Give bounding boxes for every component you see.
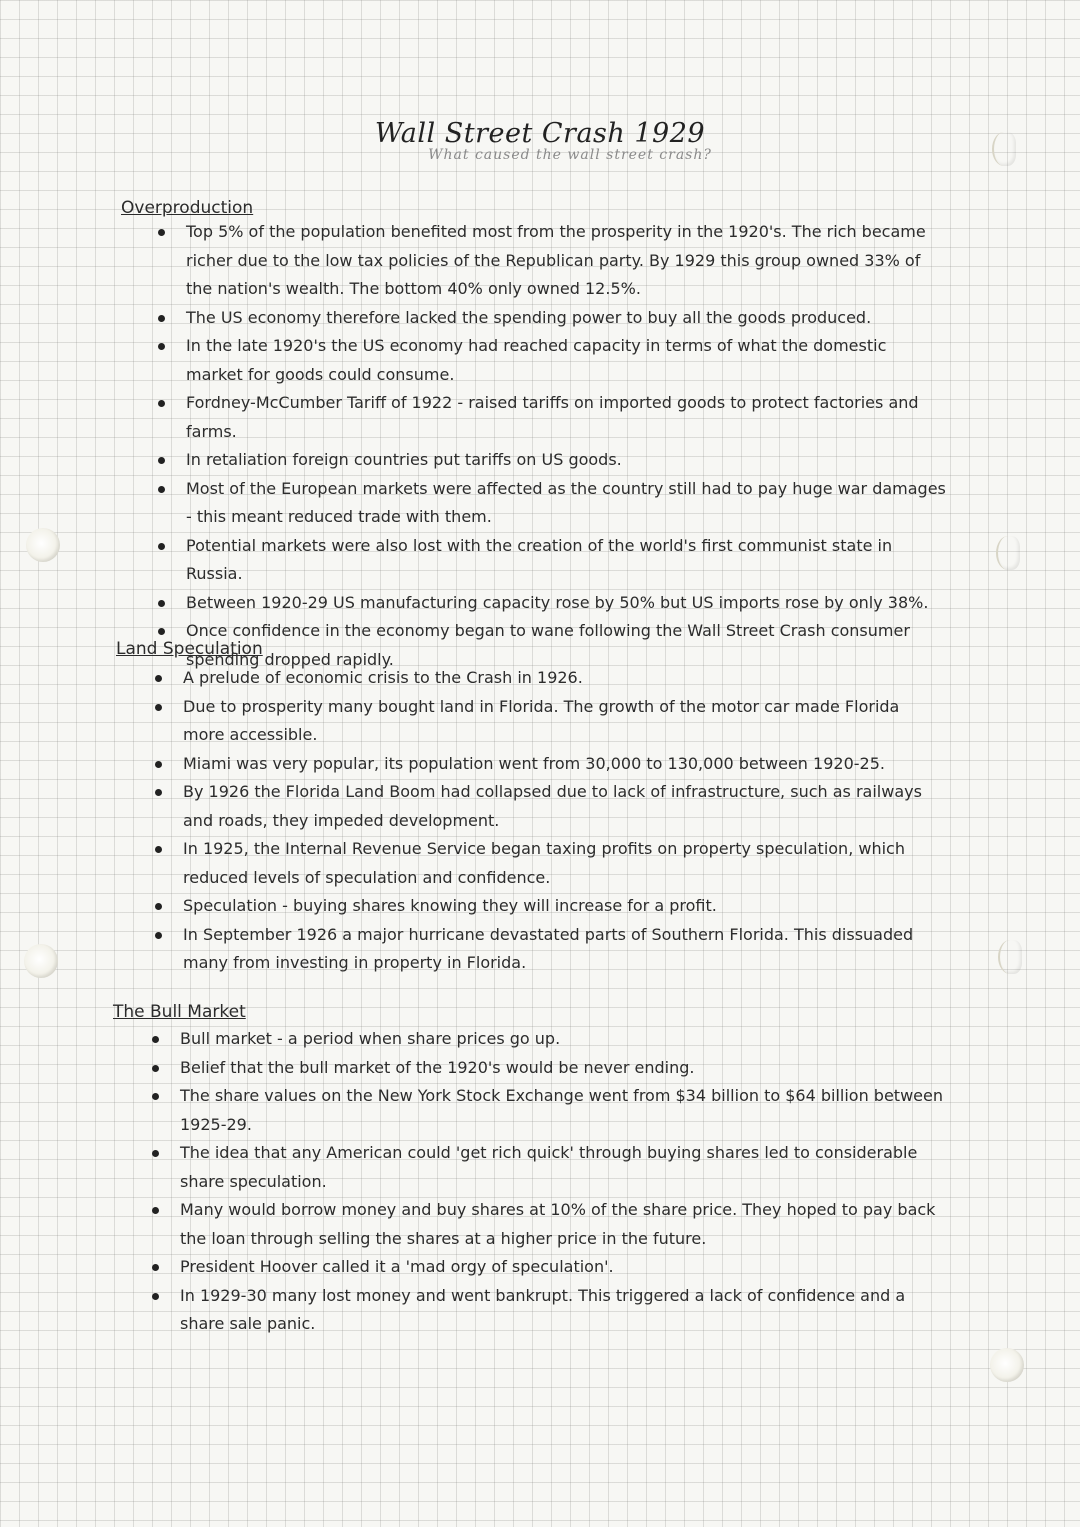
section-heading-land-speculation: Land Speculation — [116, 639, 263, 659]
punch-hole-right-3 — [998, 940, 1022, 974]
bullet-list-bull-market — [180, 1025, 945, 1339]
list-item: In the late 1920's the US economy had reached capacity in terms of what the domestic market for goods could consume. — [186, 332, 946, 389]
bullet-list-overproduction — [186, 218, 946, 674]
list-item: Top 5% of the population benefited most from the prosperity in the 1920's. The rich became richer due to the low tax policies of the Republican party. By 1929 this group owned 33% of the nation's wealth. The bottom 40% only owned 12.5%. — [186, 218, 946, 304]
page-subtitle: What caused the wall street crash? — [428, 147, 712, 163]
title-block — [0, 118, 1080, 163]
list-item: In 1925, the Internal Revenue Service began taxing profits on property speculation, which reduced levels of speculation and confidence. — [183, 835, 945, 892]
list-item: Once confidence in the economy began to wane following the Wall Street Crash consumer spending dropped rapidly. — [186, 617, 946, 674]
list-item: In retaliation foreign countries put tariffs on US goods. — [186, 446, 946, 475]
punch-hole-left-lower — [24, 944, 58, 978]
bullet-list-land-speculation — [183, 664, 945, 978]
list-item: Speculation - buying shares knowing they will increase for a profit. — [183, 892, 945, 921]
list-item: Most of the European markets were affected as the country still had to pay huge war damages - this meant reduced trade with them. — [186, 475, 946, 532]
list-item: The share values on the New York Stock Exchange went from $34 billion to $64 billion between 1925-29. — [180, 1082, 945, 1139]
punch-hole-right-2 — [996, 536, 1020, 570]
list-item: By 1926 the Florida Land Boom had collapsed due to lack of infrastructure, such as railways and roads, they impeded development. — [183, 778, 945, 835]
list-item: President Hoover called it a 'mad orgy of speculation'. — [180, 1253, 945, 1282]
list-item: In September 1926 a major hurricane devastated parts of Southern Florida. This dissuaded many from investing in property in Florida. — [183, 921, 945, 978]
list-item: Fordney-McCumber Tariff of 1922 - raised tariffs on imported goods to protect factories and farms. — [186, 389, 946, 446]
list-item: Bull market - a period when share prices go up. — [180, 1025, 945, 1054]
list-item: Miami was very popular, its population went from 30,000 to 130,000 between 1920-25. — [183, 750, 945, 779]
list-item: The US economy therefore lacked the spending power to buy all the goods produced. — [186, 304, 946, 333]
section-heading-overproduction: Overproduction — [121, 198, 254, 218]
list-item: Due to prosperity many bought land in Florida. The growth of the motor car made Florida more accessible. — [183, 693, 945, 750]
punch-hole-left-upper — [26, 528, 60, 562]
punch-hole-right-4 — [990, 1348, 1024, 1382]
list-item: In 1929-30 many lost money and went bankrupt. This triggered a lack of confidence and a share sale panic. — [180, 1282, 945, 1339]
list-item: Potential markets were also lost with the creation of the world's first communist state in Russia. — [186, 532, 946, 589]
list-item: Belief that the bull market of the 1920's would be never ending. — [180, 1054, 945, 1083]
list-item: The idea that any American could 'get rich quick' through buying shares led to considerable share speculation. — [180, 1139, 945, 1196]
list-item: Many would borrow money and buy shares at 10% of the share price. They hoped to pay back the loan through selling the shares at a higher price in the future. — [180, 1196, 945, 1253]
list-item: A prelude of economic crisis to the Crash in 1926. — [183, 664, 945, 693]
page-title: Wall Street Crash 1929 — [374, 118, 706, 149]
list-item: Between 1920-29 US manufacturing capacity rose by 50% but US imports rose by only 38%. — [186, 589, 946, 618]
section-heading-bull-market: The Bull Market — [113, 1002, 246, 1022]
